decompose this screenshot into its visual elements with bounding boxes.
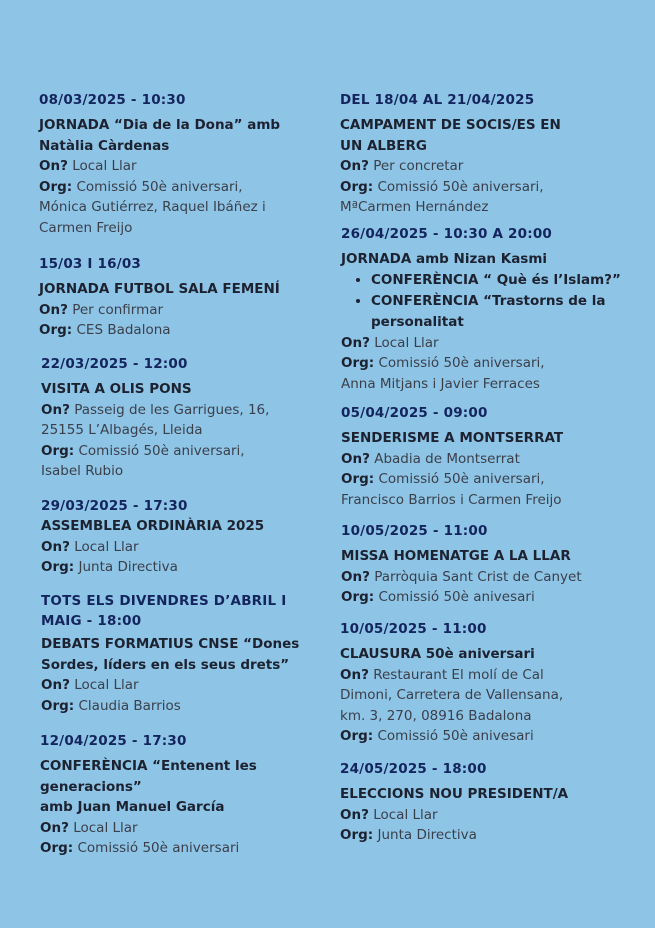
event-organizer: Org: Junta Directiva [340,827,477,843]
event-card [41,591,336,716]
event-title: JORNADA “Dia de la Dona” amb Natàlia Càrdenas [39,117,281,154]
event-card: 10/05/2025 - 11:00 CLAUSURA 50è aniversari On? Restaurant El molí de Cal Dimoni, Carretera de Vallensana, km. 3, 270, 08916 Badalona Org: Comissió 50è anivesari [340,619,640,747]
event-location: On? Local Llar [41,677,139,693]
event-card: 26/04/2025 - 10:30 A 20:00 JORNADA amb Nizan Kasmi • CONFERÈNCIA “ Què és l’Islam?” • CONFERÈNCIA “Trastorns de la personalitat On? Local Llar Org: Comissió 50è aniversari, Anna Mitjans i Javier Ferraces [341,224,641,394]
event-title: ELECCIONS NOU PRESIDENT/A [340,786,569,802]
event-date: 08/03/2025 - 10:30 [39,92,186,108]
event-title: CONFERÈNCIA “Entenent les generacions” amb Juan Manuel García [40,758,257,815]
event-title: DEBATS FORMATIUS CNSE “Dones Sordes, líders en els seus drets” [41,636,300,673]
event-card: 22/03/2025 - 12:00 VISITA A OLIS PONS On? Passeig de les Garrigues, 16, 25155 L’Albagés, Lleida Org: Comissió 50è aniversari, Isabel Rubio [41,354,336,482]
event-location: On? Per confirmar [39,301,164,318]
event-organizer: Org: Comissió 50è aniversari, [41,442,245,459]
event-location: On? Restaurant El molí de Cal [340,666,544,683]
list-item: • CONFERÈNCIA “Trastorns de la personalitat [371,291,641,333]
event-card: 08/03/2025 - 10:30 JORNADA “Dia de la Dona” amb Natàlia Càrdenas On? Local Llar Org: Comissió 50è aniversari, Mónica Gutiérrez, Raquel Ibáñez i Carmen Freijo [39,90,334,238]
event-location: On? Local Llar [341,334,439,351]
event-date: 12/04/2025 - 17:30 [40,733,187,749]
event-organizer: Org: CES Badalona [39,322,171,338]
event-organizer: Org: Comissió 50è anivesari [341,589,535,605]
event-date: 10/05/2025 - 11:00 [341,523,488,539]
event-title: CLAUSURA 50è aniversari [340,646,535,662]
event-date: DEL 18/04 AL 21/04/2025 [340,92,535,108]
event-card [39,254,334,341]
event-card [40,731,335,859]
event-title: ASSEMBLEA ORDINÀRIA 2025 [41,518,265,534]
event-location: On? Local Llar [40,819,138,836]
event-location: On? Passeig de les Garrigues, 16, [41,401,270,418]
event-card [341,521,641,608]
event-organizer: Org: Claudia Barrios [41,697,181,714]
event-title: VISITA A OLIS PONS [41,381,192,397]
event-organizer: Org: Comissió 50è aniversari, [341,355,545,371]
event-date: 15/03 I 16/03 [39,256,142,272]
event-location: On? Local Llar [41,538,139,555]
event-title: CAMPAMENT DE SOCIS/ES EN UN ALBERG [340,117,561,154]
event-location: On? Parròquia Sant Crist de Canyet [341,568,582,585]
event-location: On? Local Llar [39,158,137,174]
event-card [41,496,336,578]
event-organizer: Org: Comissió 50è aniversari, [340,178,544,195]
event-title: SENDERISME A MONTSERRAT [341,430,564,446]
event-organizer: Org: Comissió 50è anivesari [340,728,534,744]
event-title: JORNADA amb Nizan Kasmi [341,251,548,267]
event-location: On? Per concretar [340,158,464,174]
event-location: On? Local Llar [340,806,438,823]
event-organizer: Org: Comissió 50è aniversari [40,840,240,856]
bullet-list [341,270,641,333]
event-date: 05/04/2025 - 09:00 [341,405,488,421]
event-date: 22/03/2025 - 12:00 [41,356,188,372]
event-organizer: Org: Comissió 50è aniversari, [341,471,545,487]
event-date: 29/03/2025 - 17:30 [41,498,188,514]
event-title: JORNADA FUTBOL SALA FEMENÍ [39,281,280,297]
event-organizer: Org: Comissió 50è aniversari, [39,178,243,195]
event-title: MISSA HOMENATGE A LA LLAR [341,548,571,564]
event-location: On? Abadia de Montserrat [341,450,520,467]
event-date: 24/05/2025 - 18:00 [340,761,487,777]
event-date: 10/05/2025 - 11:00 [340,621,487,637]
event-date: TOTS ELS DIVENDRES D’ABRIL I MAIG - 18:00 [41,593,287,629]
list-item: • CONFERÈNCIA “ Què és l’Islam?” [371,270,641,291]
event-card [340,759,640,846]
event-date: 26/04/2025 - 10:30 A 20:00 [341,226,553,242]
event-card: 05/04/2025 - 09:00 SENDERISME A MONTSERRAT On? Abadia de Montserrat Org: Comissió 50è aniversari, Francisco Barrios i Carmen Freijo [341,403,641,510]
event-card: DEL 18/04 AL 21/04/2025 CAMPAMENT DE SOCIS/ES EN UN ALBERG On? Per concretar Org: Comissió 50è aniversari, MªCarmen Hernández [340,90,640,218]
event-organizer: Org: Junta Directiva [41,559,178,575]
